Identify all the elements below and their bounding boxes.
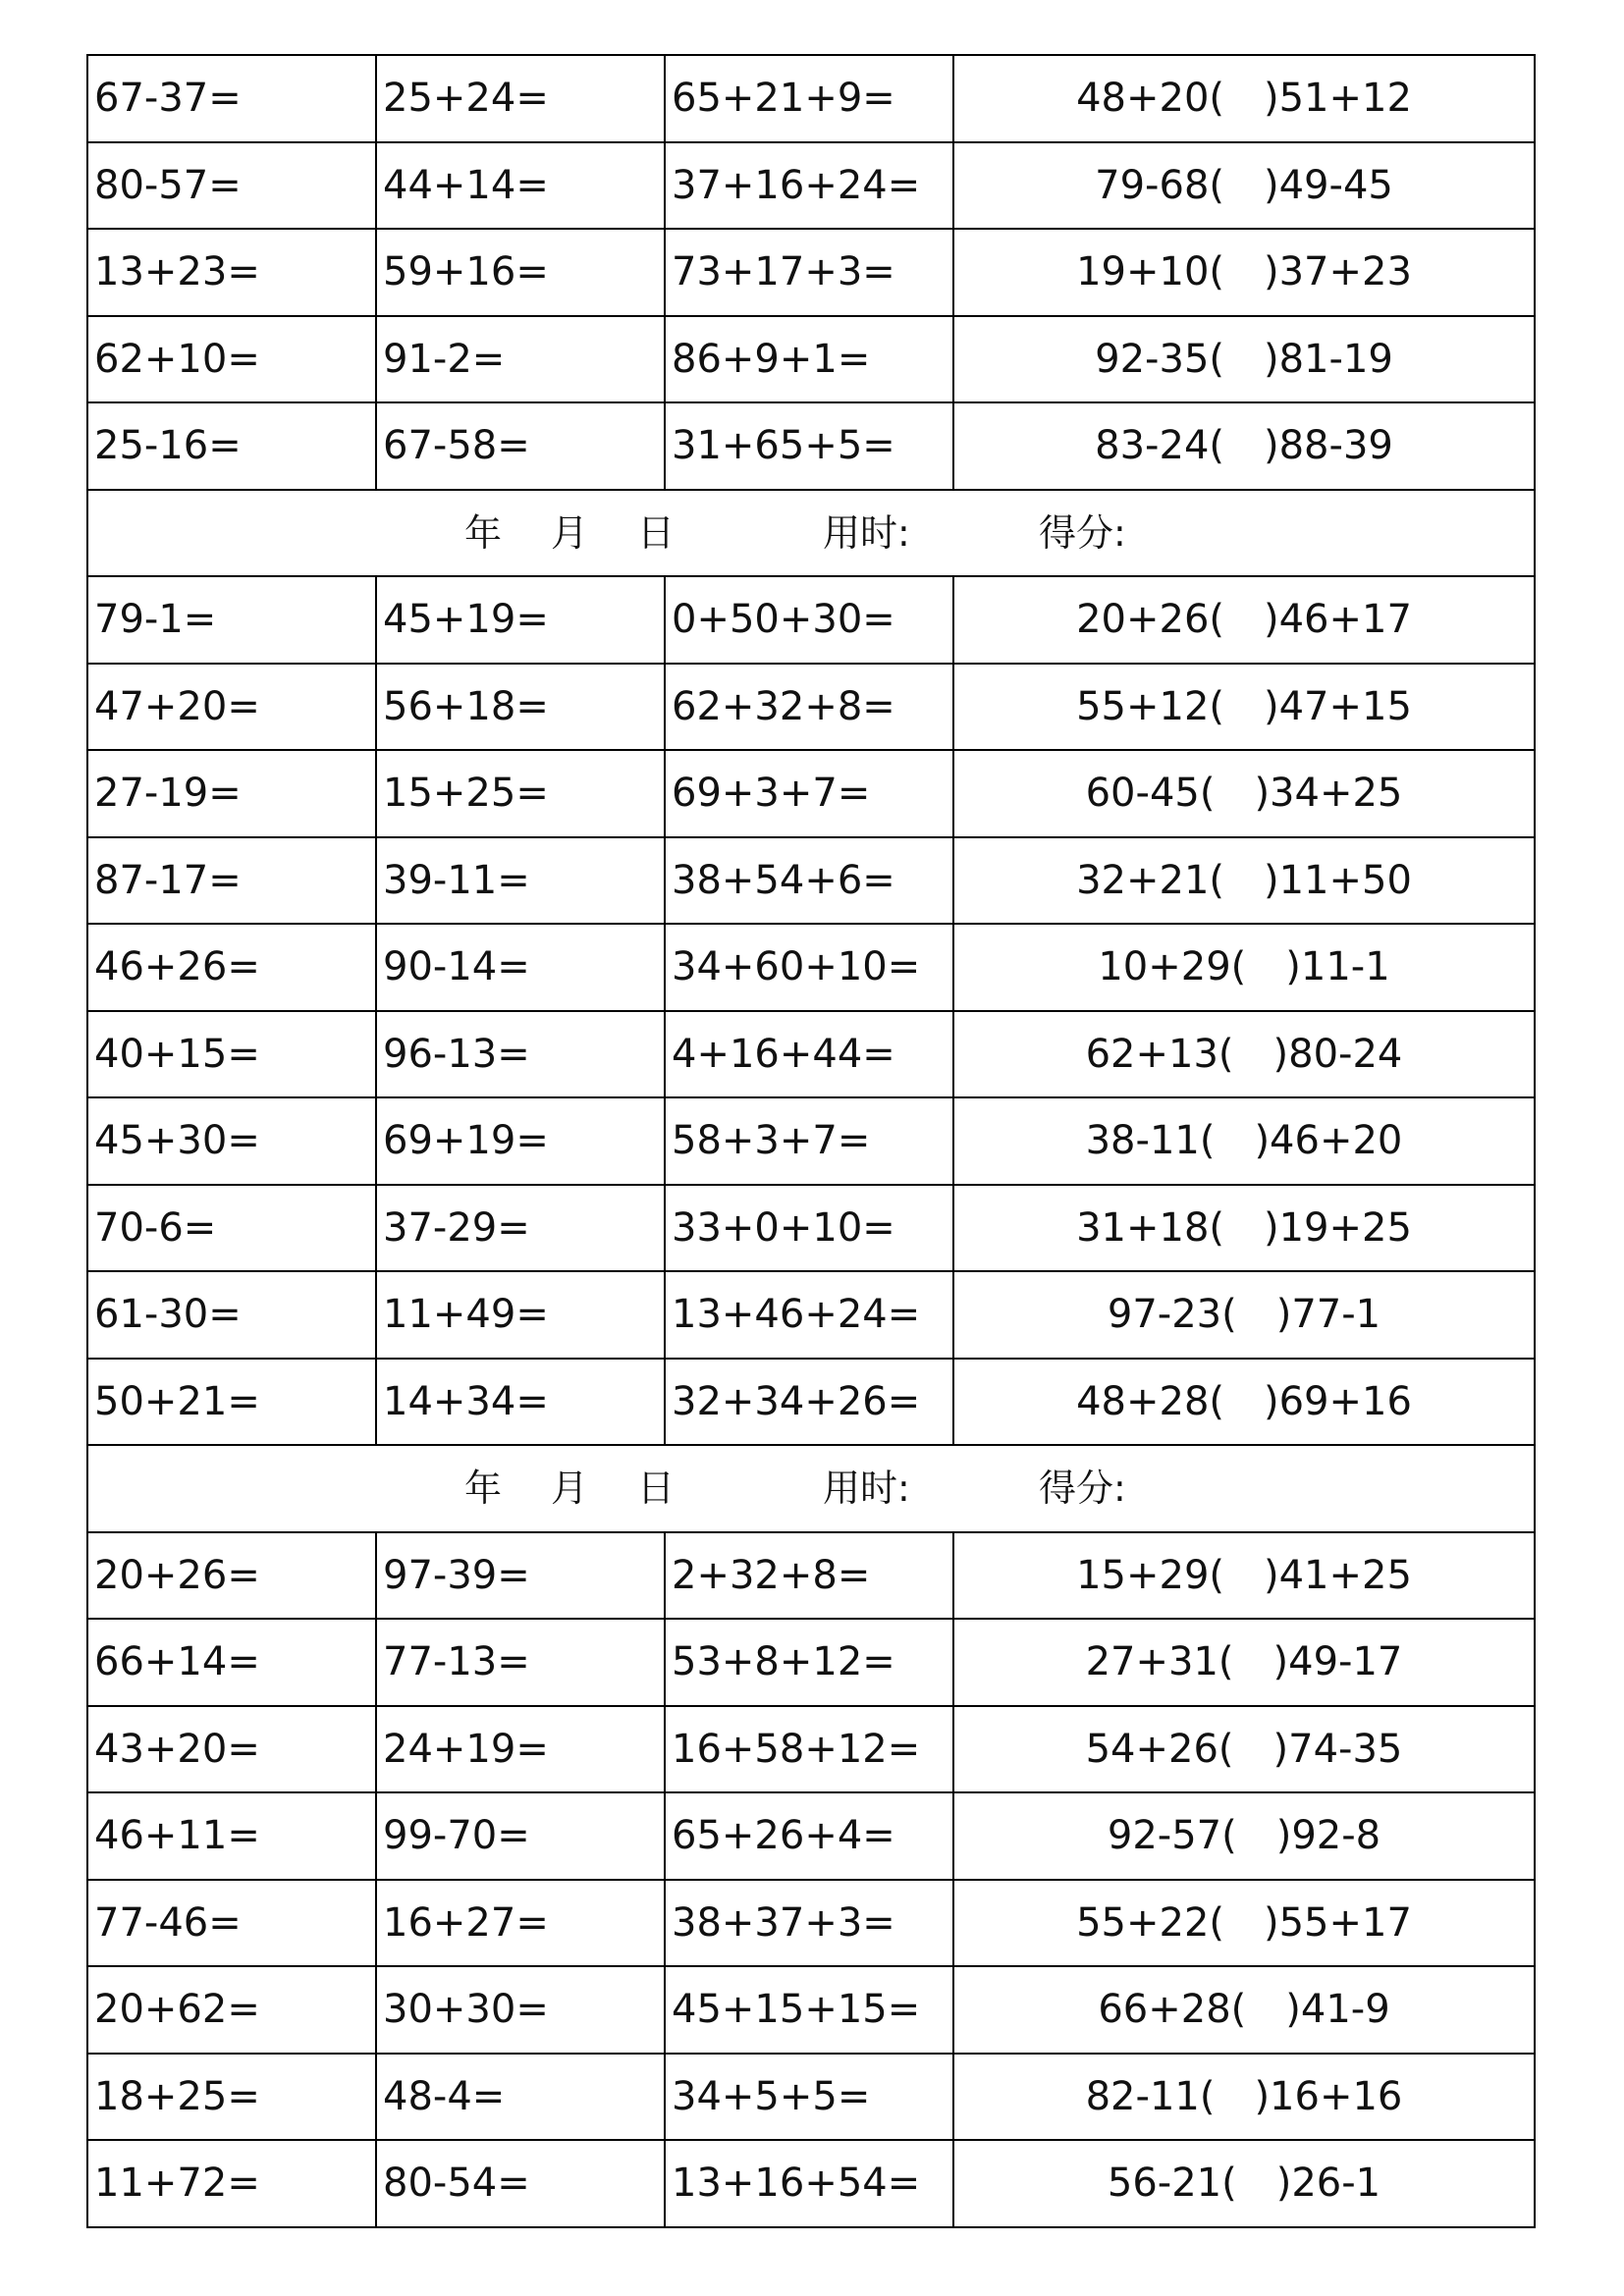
date-fields (464, 1467, 724, 1511)
problem-cell: 4+16+44= (665, 1011, 953, 1098)
problem-row (87, 1532, 1535, 1620)
score-label: 得分: (1039, 1467, 1126, 1511)
problem-row (87, 1359, 1535, 1446)
problem-cell: 13+23= (87, 229, 376, 316)
problem-cell: 56+18= (376, 664, 665, 751)
problem-cell: 59+16= (376, 229, 665, 316)
compare-right: )80-24 (1272, 1031, 1403, 1077)
problem-cell: 38+54+6= (665, 837, 953, 925)
compare-cell (953, 924, 1535, 1011)
year-label: 年 (464, 510, 503, 555)
problem-row (87, 2054, 1535, 2141)
problem-cell: 15+25= (376, 750, 665, 837)
problem-cell: 79-1= (87, 576, 376, 664)
problem-cell: 2+32+8= (665, 1532, 953, 1620)
compare-right: )81-19 (1264, 336, 1393, 382)
problem-cell: 39-11= (376, 837, 665, 925)
problem-row (87, 1792, 1535, 1880)
problem-cell: 40+15= (87, 1011, 376, 1098)
compare-left: 79-68( (1095, 162, 1224, 208)
compare-cell (953, 1792, 1535, 1880)
problem-cell: 37-29= (376, 1185, 665, 1272)
problem-row (87, 924, 1535, 1011)
compare-cell (953, 2140, 1535, 2227)
problem-cell: 80-57= (87, 142, 376, 230)
problem-cell: 66+14= (87, 1619, 376, 1706)
compare-cell (953, 1706, 1535, 1793)
problem-cell: 24+19= (376, 1706, 665, 1793)
problem-cell: 45+15+15= (665, 1966, 953, 2054)
compare-right: )46+20 (1254, 1118, 1403, 1164)
problem-cell: 0+50+30= (665, 576, 953, 664)
problem-cell: 20+26= (87, 1532, 376, 1620)
compare-cell (953, 664, 1535, 751)
problem-row (87, 750, 1535, 837)
problem-cell: 47+20= (87, 664, 376, 751)
problem-row (87, 576, 1535, 664)
problem-cell: 25-16= (87, 402, 376, 490)
problem-cell: 16+58+12= (665, 1706, 953, 1793)
compare-left: 92-57( (1107, 1813, 1237, 1859)
problem-cell: 16+27= (376, 1880, 665, 1967)
problem-row (87, 316, 1535, 403)
problem-cell: 97-39= (376, 1532, 665, 1620)
problem-row (87, 229, 1535, 316)
section-header (87, 490, 1535, 577)
compare-right: )47+15 (1264, 683, 1412, 729)
problem-cell: 34+60+10= (665, 924, 953, 1011)
problem-cell: 45+19= (376, 576, 665, 664)
problem-cell: 77-46= (87, 1880, 376, 1967)
compare-cell (953, 1185, 1535, 1272)
compare-left: 31+18( (1076, 1204, 1224, 1251)
compare-right: )46+17 (1264, 597, 1412, 643)
compare-right: )41+25 (1264, 1552, 1412, 1598)
problem-cell: 11+49= (376, 1271, 665, 1359)
problem-row (87, 142, 1535, 230)
problem-cell: 87-17= (87, 837, 376, 925)
problem-cell: 50+21= (87, 1359, 376, 1446)
problem-row (87, 1271, 1535, 1359)
day-label: 日 (637, 510, 676, 555)
problem-cell: 27-19= (87, 750, 376, 837)
compare-left: 82-11( (1085, 2073, 1216, 2119)
compare-cell (953, 2054, 1535, 2141)
compare-left: 15+29( (1076, 1552, 1224, 1598)
compare-cell (953, 1532, 1535, 1620)
compare-left: 56-21( (1107, 2161, 1237, 2207)
compare-left: 92-35( (1095, 336, 1224, 382)
problem-row (87, 1185, 1535, 1272)
compare-right: )19+25 (1264, 1204, 1412, 1251)
problem-row (87, 837, 1535, 925)
compare-right: )51+12 (1264, 76, 1412, 122)
problem-row (87, 664, 1535, 751)
problem-cell: 31+65+5= (665, 402, 953, 490)
month-label: 月 (551, 1467, 589, 1511)
compare-left: 55+12( (1076, 683, 1224, 729)
problem-cell: 14+34= (376, 1359, 665, 1446)
compare-left: 48+28( (1076, 1378, 1224, 1424)
compare-left: 55+22( (1076, 1899, 1224, 1946)
problem-cell: 13+16+54= (665, 2140, 953, 2227)
compare-cell (953, 576, 1535, 664)
problem-row (87, 402, 1535, 490)
score-label: 得分: (1039, 510, 1126, 555)
problem-cell: 67-37= (87, 55, 376, 142)
compare-left: 54+26( (1085, 1726, 1234, 1772)
problem-cell: 20+62= (87, 1966, 376, 2054)
problem-row (87, 1097, 1535, 1185)
compare-left: 10+29( (1098, 944, 1247, 990)
compare-left: 32+21( (1076, 857, 1224, 903)
problem-row (87, 1880, 1535, 1967)
compare-right: )69+16 (1264, 1378, 1412, 1424)
compare-right: )92-8 (1275, 1813, 1381, 1859)
problem-cell: 69+3+7= (665, 750, 953, 837)
compare-right: )41-9 (1285, 1987, 1390, 2033)
problem-cell: 13+46+24= (665, 1271, 953, 1359)
compare-cell (953, 1097, 1535, 1185)
compare-cell (953, 1966, 1535, 2054)
problem-cell: 34+5+5= (665, 2054, 953, 2141)
problem-cell: 58+3+7= (665, 1097, 953, 1185)
compare-cell (953, 1271, 1535, 1359)
problem-row (87, 2140, 1535, 2227)
year-label: 年 (464, 1467, 503, 1511)
problem-row (87, 1706, 1535, 1793)
compare-left: 62+13( (1085, 1031, 1234, 1077)
problem-cell: 46+26= (87, 924, 376, 1011)
problem-row (87, 1966, 1535, 2054)
time-label: 用时: (823, 510, 910, 555)
problem-cell: 46+11= (87, 1792, 376, 1880)
compare-right: )88-39 (1264, 423, 1393, 469)
compare-cell (953, 750, 1535, 837)
compare-right: )55+17 (1264, 1899, 1412, 1946)
compare-right: )37+23 (1264, 249, 1412, 295)
compare-right: )11+50 (1264, 857, 1412, 903)
problem-cell: 86+9+1= (665, 316, 953, 403)
problem-row (87, 1011, 1535, 1098)
day-label: 日 (637, 1467, 676, 1511)
section-header (87, 1445, 1535, 1532)
problem-cell: 62+32+8= (665, 664, 953, 751)
compare-cell (953, 55, 1535, 142)
problem-cell: 53+8+12= (665, 1619, 953, 1706)
compare-left: 48+20( (1076, 76, 1224, 122)
problem-cell: 25+24= (376, 55, 665, 142)
problem-cell: 90-14= (376, 924, 665, 1011)
problem-cell: 80-54= (376, 2140, 665, 2227)
problem-cell: 73+17+3= (665, 229, 953, 316)
problem-cell: 43+20= (87, 1706, 376, 1793)
problem-cell: 62+10= (87, 316, 376, 403)
problem-cell: 99-70= (376, 1792, 665, 1880)
problem-cell: 18+25= (87, 2054, 376, 2141)
compare-right: )26-1 (1275, 2161, 1381, 2207)
compare-right: )49-45 (1264, 162, 1393, 208)
date-fields (464, 510, 724, 555)
problem-cell: 67-58= (376, 402, 665, 490)
section-header-row (87, 1445, 1535, 1532)
compare-left: 83-24( (1095, 423, 1224, 469)
problem-row (87, 1619, 1535, 1706)
month-label: 月 (551, 510, 589, 555)
compare-left: 19+10( (1076, 249, 1224, 295)
compare-right: )74-35 (1272, 1726, 1403, 1772)
compare-left: 38-11( (1085, 1118, 1216, 1164)
problem-cell: 70-6= (87, 1185, 376, 1272)
compare-left: 27+31( (1085, 1639, 1234, 1685)
problem-cell: 65+21+9= (665, 55, 953, 142)
problem-cell: 38+37+3= (665, 1880, 953, 1967)
compare-cell (953, 837, 1535, 925)
problem-cell: 11+72= (87, 2140, 376, 2227)
problem-cell: 32+34+26= (665, 1359, 953, 1446)
problem-cell: 91-2= (376, 316, 665, 403)
problem-cell: 48-4= (376, 2054, 665, 2141)
worksheet-table (86, 54, 1536, 2228)
problem-row (87, 55, 1535, 142)
problem-cell: 77-13= (376, 1619, 665, 1706)
compare-right: )77-1 (1275, 1292, 1381, 1338)
compare-cell (953, 229, 1535, 316)
compare-left: 66+28( (1098, 1987, 1247, 2033)
problem-cell: 33+0+10= (665, 1185, 953, 1272)
section-header-row (87, 490, 1535, 577)
compare-left: 20+26( (1076, 597, 1224, 643)
time-label: 用时: (823, 1467, 910, 1511)
compare-right: )16+16 (1254, 2073, 1403, 2119)
problem-cell: 37+16+24= (665, 142, 953, 230)
compare-cell (953, 1880, 1535, 1967)
compare-left: 60-45( (1085, 771, 1216, 817)
problem-cell: 65+26+4= (665, 1792, 953, 1880)
compare-cell (953, 1619, 1535, 1706)
compare-left: 97-23( (1107, 1292, 1237, 1338)
compare-cell (953, 402, 1535, 490)
problem-cell: 44+14= (376, 142, 665, 230)
compare-right: )49-17 (1272, 1639, 1403, 1685)
compare-right: )11-1 (1285, 944, 1390, 990)
compare-cell (953, 142, 1535, 230)
compare-cell (953, 1011, 1535, 1098)
compare-cell (953, 1359, 1535, 1446)
compare-right: )34+25 (1254, 771, 1403, 817)
problem-cell: 69+19= (376, 1097, 665, 1185)
compare-cell (953, 316, 1535, 403)
problem-cell: 96-13= (376, 1011, 665, 1098)
problem-cell: 61-30= (87, 1271, 376, 1359)
problem-cell: 45+30= (87, 1097, 376, 1185)
problem-cell: 30+30= (376, 1966, 665, 2054)
